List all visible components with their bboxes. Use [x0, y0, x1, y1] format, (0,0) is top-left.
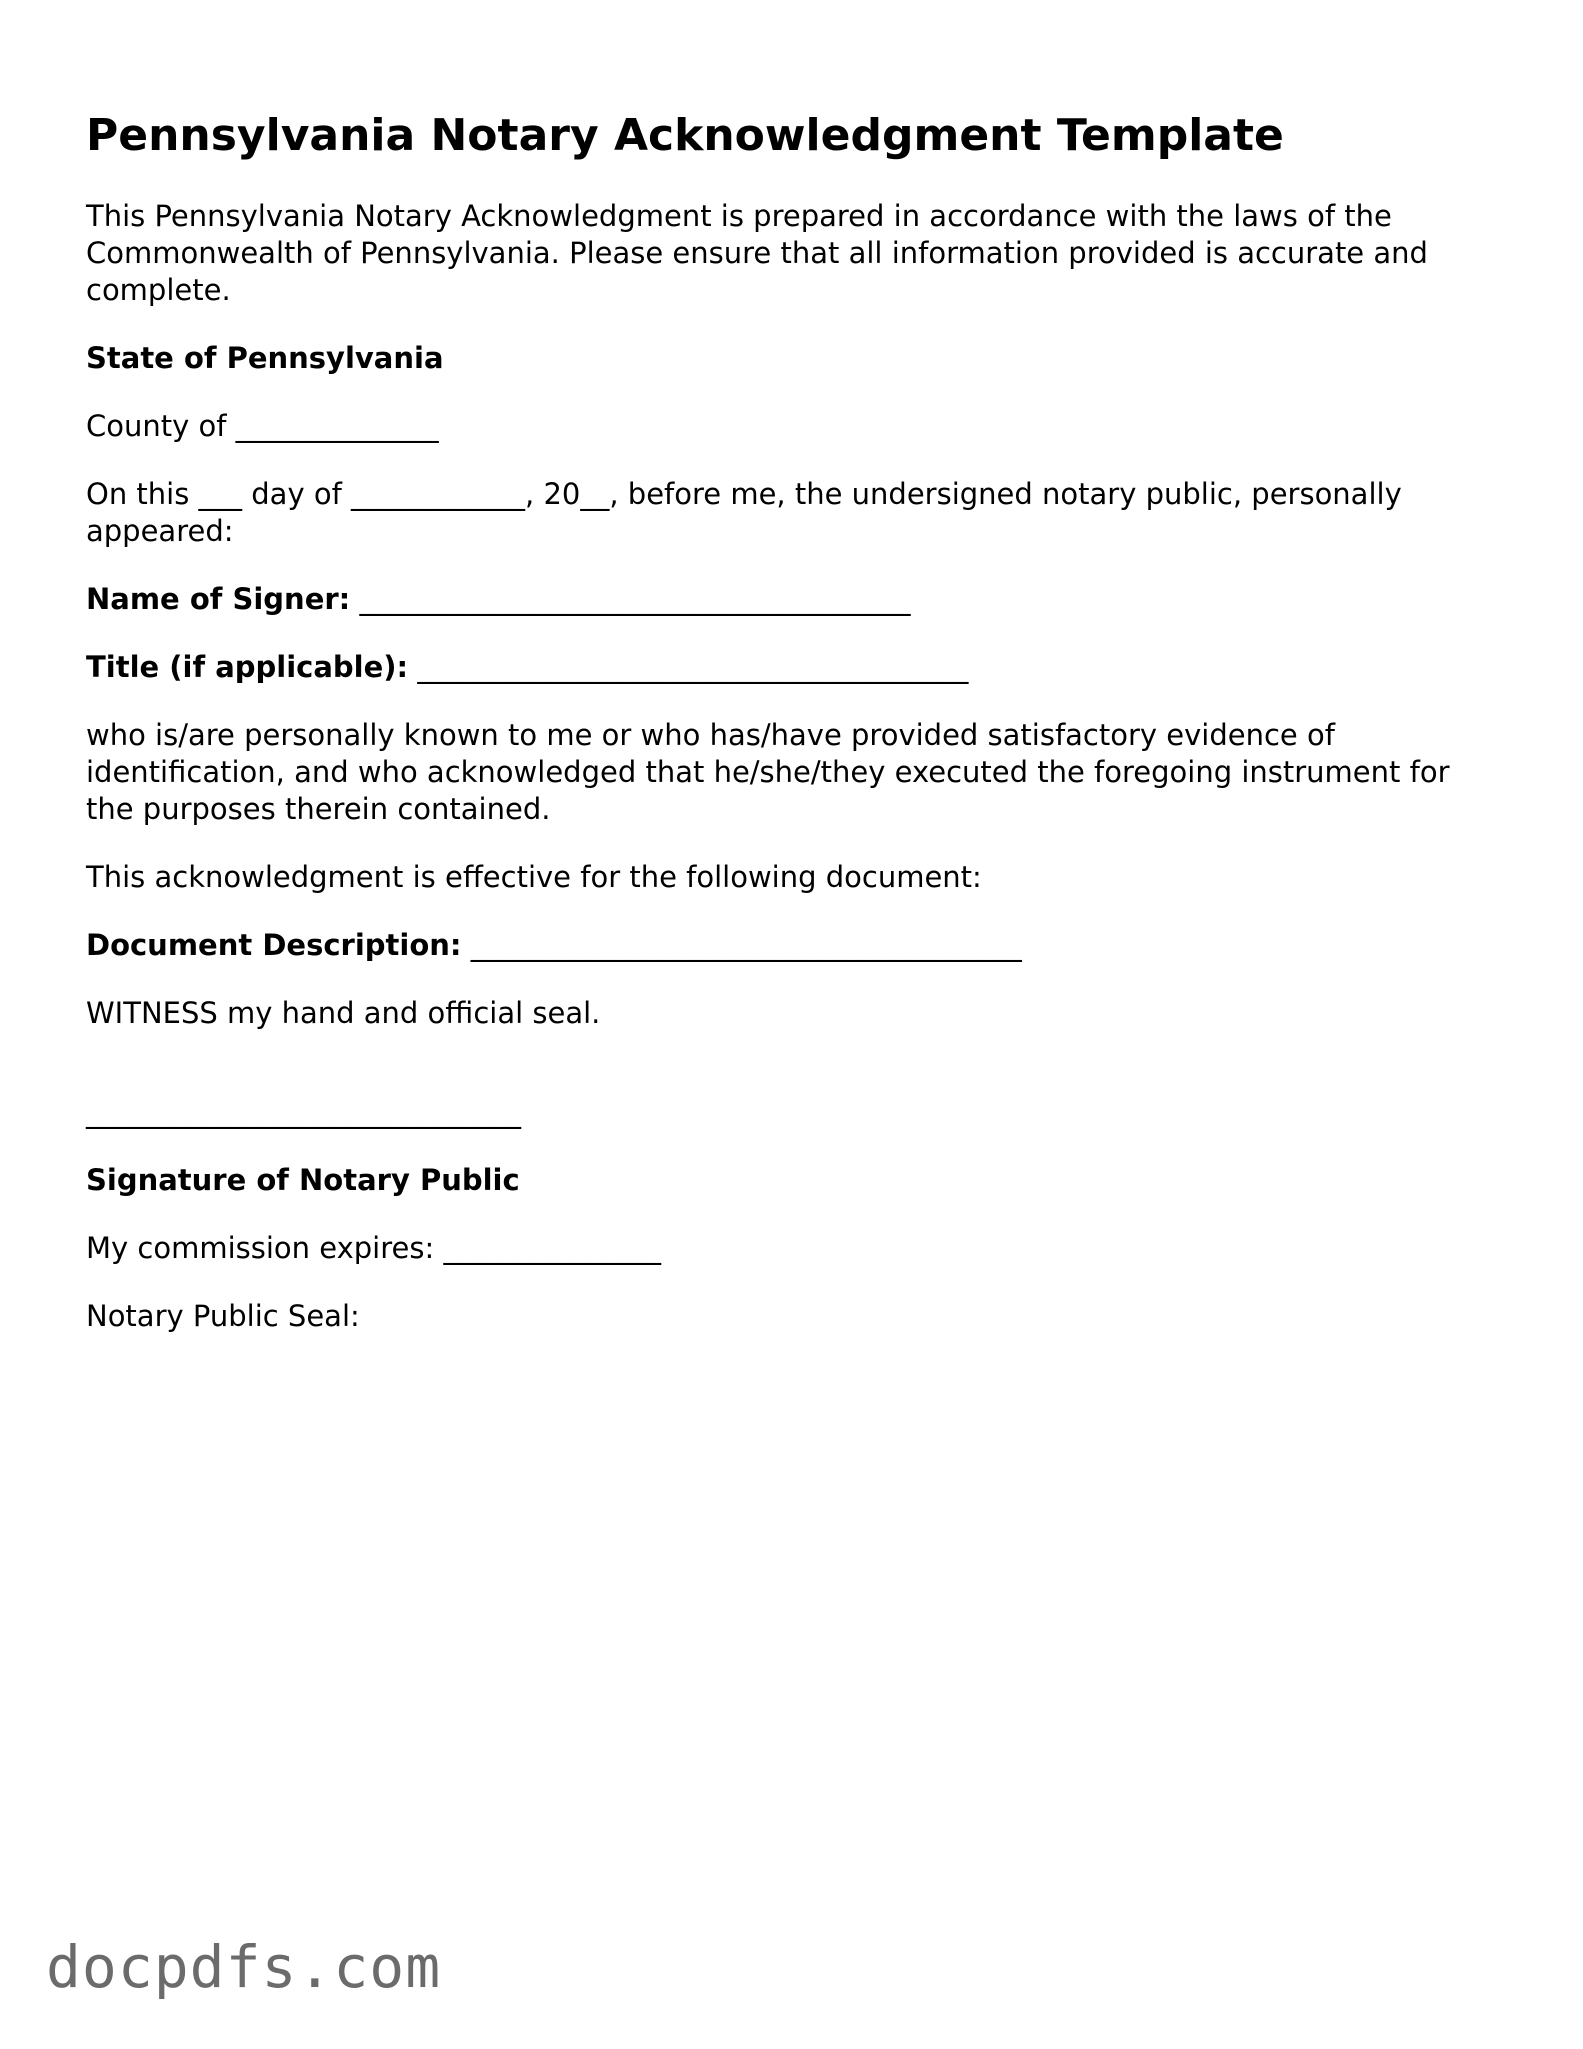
- document-description-label: Document Description:: [86, 928, 462, 962]
- identification-paragraph: who is/are personally known to me or who has/have provided satisfactory evidence of identification, and who acknowledged that he/she/they executed the foregoing instrument for the purposes therein contained.: [86, 718, 1459, 826]
- effective-paragraph: This acknowledgment is effective for the following document:: [86, 860, 982, 894]
- signature-label: Signature of Notary Public: [86, 1163, 520, 1197]
- document-page: [86, 108, 1506, 1366]
- document-description-field: [86, 927, 1506, 964]
- title-field: [86, 649, 1506, 686]
- title-field-blank: ______________________________________: [408, 650, 969, 684]
- commission-line: My commission expires: _______________: [86, 1231, 661, 1265]
- title-field-label: Title (if applicable):: [86, 650, 409, 684]
- signer-blank: ______________________________________: [350, 582, 911, 616]
- witness-line: WITNESS my hand and official seal.: [86, 996, 601, 1030]
- signer-label: Name of Signer:: [86, 582, 351, 616]
- date-line: On this ___ day of ____________, 20__, before me, the undersigned notary public, personally appeared:: [86, 477, 1411, 548]
- state-heading: State of Pennsylvania: [86, 341, 444, 375]
- signer-field: [86, 581, 1506, 618]
- seal-label: Notary Public Seal:: [86, 1299, 360, 1333]
- signature-blank: ______________________________: [86, 1095, 521, 1129]
- document-description-blank: ______________________________________: [461, 928, 1022, 962]
- county-line: County of ______________: [86, 409, 439, 443]
- page-title: Pennsylvania Notary Acknowledgment Template: [86, 110, 1284, 161]
- watermark-logo: docpdfs.com: [46, 1933, 442, 2001]
- intro-paragraph: This Pennsylvania Notary Acknowledgment is prepared in accordance with the laws of the Commonwealth of Pennsylvania. Please ensure that all information provided is accurate and complete.: [86, 199, 1438, 307]
